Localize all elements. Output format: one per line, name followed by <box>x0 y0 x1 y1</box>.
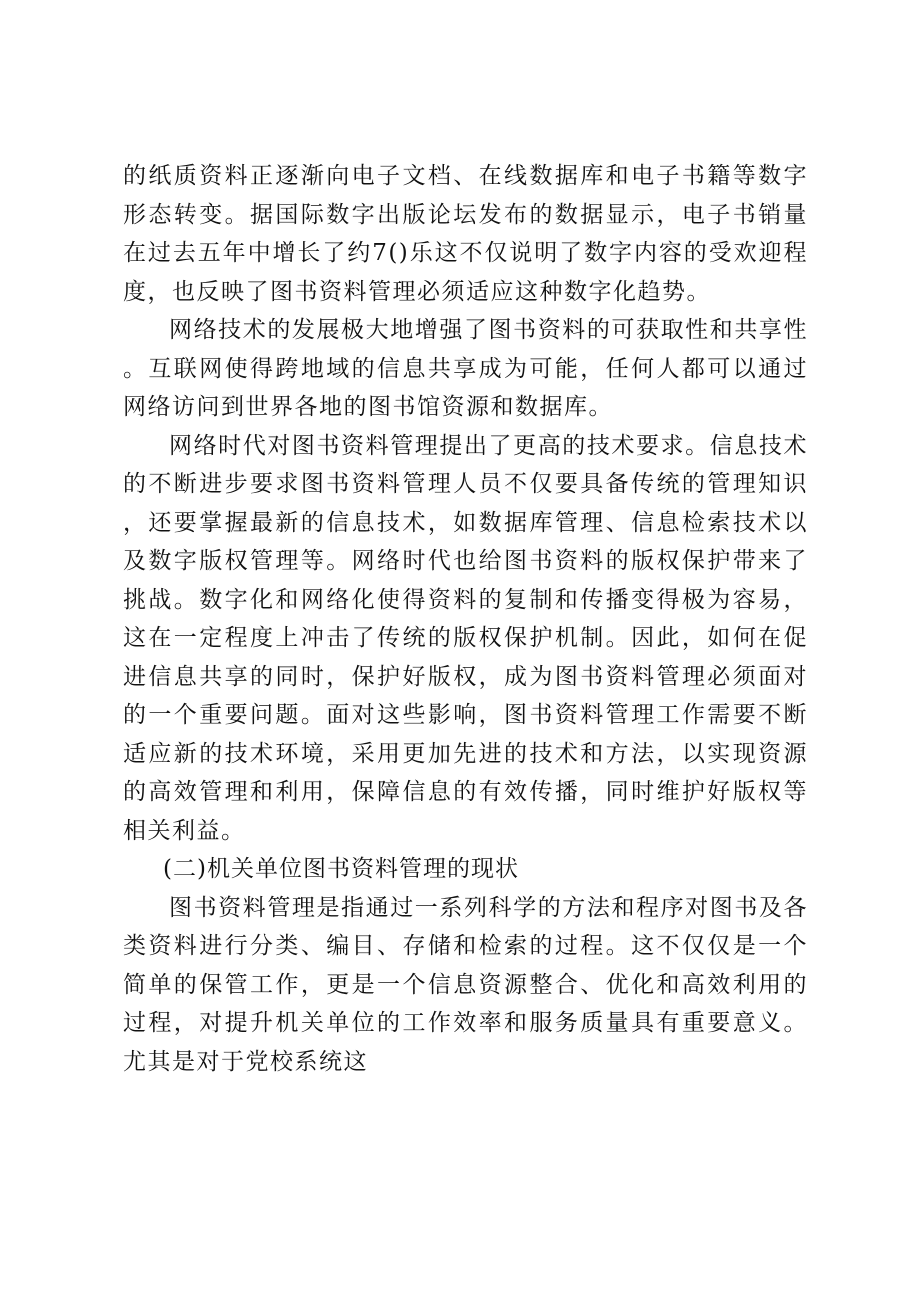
section-heading: (二)机关单位图书资料管理的现状 <box>163 856 519 882</box>
paragraph-technical-requirements: 网络时代对图书资料管理提出了更高的技术要求。信息技术的不断进步要求图书资料管理人员不仅要具备传统的管理知识，还要掌握最新的信息技术，如数据库管理、信息检索技术以及数字版权管理等。网络时代也给图书资料的版权保护带来了挑战。数字化和网络化使得资料的复制和传播变得极为容易，这在一定程度上冲击了传统的版权保护机制。因此，如何在促进信息共享的同时，保护好版权，成为图书资料管理必须面对的一个重要问题。面对这些影响，图书资料管理工作需要不断适应新的技术环境，采用更加先进的技术和方法，以实现资源的高效管理和利用，保障信息的有效传播，同时维护好版权等相关利益。 <box>123 432 808 844</box>
paragraph-network-sharing: 网络技术的发展极大地增强了图书资料的可获取性和共享性。互联网使得跨地域的信息共享成为可能，任何人都可以通过网络访问到世界各地的图书馆资源和数据库。 <box>123 317 808 420</box>
paragraph-digital-transformation: 的纸质资料正逐渐向电子文档、在线数据库和电子书籍等数字形态转变。据国际数字出版论坛发布的数据显示，电子书销量在过去五年中增长了约7()乐这不仅说明了数字内容的受欢迎程度，也反映了图书资料管理必须适应这种数字化趋势。 <box>123 163 808 305</box>
document-page <box>123 157 808 1081</box>
paragraph-management-status: 图书资料管理是指通过一系列科学的方法和程序对图书及各类资料进行分类、编目、存储和检索的过程。这不仅仅是一个简单的保管工作，更是一个信息资源整合、优化和高效利用的过程，对提升机关单位的工作效率和服务质量具有重要意义。尤其是对于党校系统这 <box>123 894 808 1075</box>
